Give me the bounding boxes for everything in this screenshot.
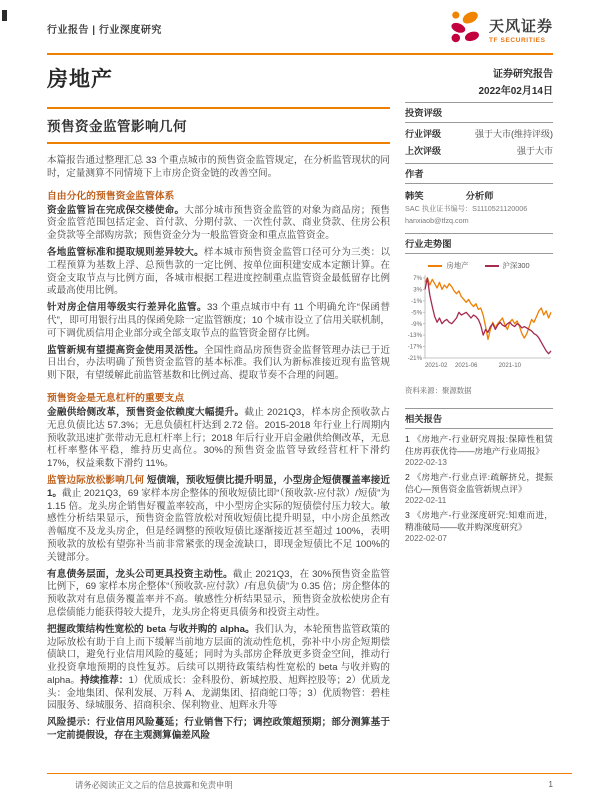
page-number: 1 bbox=[548, 779, 553, 789]
sidebar bbox=[405, 55, 553, 747]
trend-line-chart bbox=[405, 273, 553, 373]
svg-text:3%: 3% bbox=[413, 286, 422, 294]
paragraph-lead: 短债端，预收短债比提升明显，小型房企短债覆盖率接近 1。 bbox=[47, 474, 391, 499]
legend-label: 沪深300 bbox=[502, 261, 530, 270]
svg-text:-17%: -17% bbox=[407, 343, 422, 351]
top-header bbox=[0, 0, 600, 49]
rating-block bbox=[405, 123, 553, 163]
intro-paragraph: 本篇报告通过整理汇总 33 个重点城市的预售资金监管规定，在分析监管现状的同时，定量测算不同情境下上市房企资金链的改善空间。 bbox=[47, 155, 390, 179]
report-type-label: 证券研究报告 bbox=[493, 69, 553, 80]
report-item-date: 2022-02-11 bbox=[405, 496, 447, 505]
author-certificate: SAC 执业证书编号：S1110521120006 bbox=[405, 204, 528, 213]
rating-section-header: 投资评级 bbox=[405, 102, 553, 123]
page-title: 房地产 bbox=[47, 68, 113, 91]
industry-trend-chart bbox=[405, 254, 553, 396]
paragraph bbox=[47, 407, 390, 471]
realestate-line-swatch bbox=[428, 265, 442, 267]
rating-value: 强于大市(维持评级) bbox=[475, 129, 553, 139]
section-heading-1: 自由分化的预售资金监管体系 bbox=[47, 190, 175, 202]
rating-label: 上次评级 bbox=[405, 146, 442, 156]
author-block bbox=[405, 184, 553, 233]
chart-source: 资料来源：聚源数据 bbox=[405, 386, 472, 395]
report-date: 2022年02月14日 bbox=[478, 86, 553, 97]
paragraph bbox=[47, 624, 390, 714]
page-edge-artifact bbox=[2, 10, 7, 21]
page-footer bbox=[75, 779, 553, 791]
rating-value: 强于大市 bbox=[516, 146, 553, 156]
report-title[interactable]: 2 《房地产-行业点评:疏解挤兑，提振信心—预售资金监管新规点评》 bbox=[405, 472, 553, 494]
report-item-date: 2022-02-13 bbox=[405, 458, 447, 467]
paragraph bbox=[47, 247, 390, 298]
risk-text: 风险提示：行业信用风险蔓延；行业销售下行；调控政策超预期；部分测算基于一定前提假设，存在主观测算偏差风险 bbox=[47, 717, 390, 742]
paragraph-text: 样本城市预售资金监管口径可分为三类：以工程预算为基数上浮、总预售款的一定比例、按单位面积建安成本定额计算。在资金支取节点与比例方面，各城市根据工程进度控制重点监管资金最低留存比例或最高使用比例。 bbox=[47, 246, 391, 297]
paragraph bbox=[47, 302, 390, 340]
report-list-item[interactable] bbox=[405, 433, 553, 467]
svg-text:-9%: -9% bbox=[411, 320, 422, 328]
author-role: 分析师 bbox=[465, 191, 494, 201]
footer-divider bbox=[47, 773, 572, 775]
rating-row bbox=[405, 123, 553, 140]
chart-legend bbox=[405, 260, 553, 271]
report-category: 行业报告 | 行业深度研究 bbox=[47, 25, 162, 36]
brand-name: 天风证券 bbox=[488, 18, 553, 35]
brand-subtitle: TF SECURITIES bbox=[488, 37, 546, 44]
author-email[interactable]: hanxiaob@tfzq.com bbox=[405, 216, 469, 225]
paragraph-text: 截止 2021Q3，在 30%预售资金监管比例下，69 家样本房企整体“（预收款-应付款）/有息负债”为 0.35 倍；房企整体的预收款对有息债务覆盖率并不高。敏感性分析结果显示，预售资金放松使房企有息偿债能力能获得较大提升，龙头房企将更具债务和投资主动性。 bbox=[47, 568, 390, 618]
brand-text bbox=[489, 15, 553, 44]
paragraph-text: 我们认为，本轮预售监管政策的边际放松有助于自上而下缓解当前地方层面的流动性危机，弥补中小房企短期偿债缺口，避免行业信用风险的蔓延；同时为头部房企释放更多资金空间，推动行业投资拿地预期的良性复苏。后续可以期待政策结构性宽松的 beta 与收并购的 alpha。 bbox=[47, 623, 391, 686]
legend-entry bbox=[428, 260, 468, 271]
brand bbox=[449, 10, 553, 49]
paragraph-text: 截止 2021Q3，样本房企预收款占无息负债比达 57.3%；无息负债杠杆达到 2.72 倍。2015-2018 年行业上行周期内预收款迅速扩张带动无息杠杆率上行；2018 年后行业开启金融供给侧改革，无息杠杆率整体平稳，维持历史高位。30%的预售资金监管导致经营杠杆下滑约 17%，权益乘数下滑约 11%。 bbox=[47, 406, 391, 470]
rating-row bbox=[405, 140, 553, 157]
paragraph-lead: 各地监管标准和提取规则差异较大。 bbox=[47, 246, 204, 258]
svg-text:-13%: -13% bbox=[407, 332, 422, 340]
paragraph bbox=[47, 475, 390, 565]
svg-text:2021-02: 2021-02 bbox=[425, 362, 448, 369]
svg-text:-21%: -21% bbox=[407, 355, 422, 363]
svg-text:7%: 7% bbox=[413, 275, 422, 283]
author-name: 韩笑 bbox=[405, 191, 424, 201]
paragraph bbox=[47, 569, 390, 620]
legend-entry bbox=[485, 260, 530, 271]
tf-securities-logo-icon bbox=[449, 10, 483, 49]
paragraph-lead: 有息债务层面，龙头公司更具投资主动性。 bbox=[47, 568, 233, 580]
paragraph-lead: 资金监管旨在完成保交楼使命。 bbox=[47, 204, 185, 216]
related-reports-list bbox=[405, 433, 553, 543]
svg-text:-5%: -5% bbox=[411, 309, 422, 317]
svg-text:2021-10: 2021-10 bbox=[498, 362, 521, 369]
paragraph-text-2: 1）优质成长：金科股份、新城控股、旭辉控股等；2）优质龙头：金地集团、保利发展、万科 A、龙湖集团、招商蛇口等；3）优质物管：碧桂园服务、绿城服务、招商积余、保利物业、旭辉永升等 bbox=[47, 674, 390, 712]
author-line bbox=[405, 188, 553, 202]
paragraph-text: 截止 2021Q3，69 家样本房企整体的预收短债比即“（预收款-应付款）/短债”为 1.15 倍。龙头房企销售好覆盖率较高，中小型房企实际的短债偿付压力较大。敏感性分析结果显示，预售资金监管放松对预收短债比提升明显，中小房企虽然改善幅度不及龙头房企，但是经调整的预收短债比逐渐接近甚至超过 100%，表明预收款的放松有望弥补当前非常紧张的现金流缺口，即现金短债比不足 100%的关键部分。 bbox=[47, 487, 391, 563]
risk-warning bbox=[47, 717, 390, 743]
chart-section-header: 行业走势图 bbox=[405, 233, 553, 254]
paragraph bbox=[47, 205, 390, 243]
paragraph-text: 大部分城市预售资金监管的对象为商品房；预售资金监管范围包括定金、首付款、分期付款、一次性付款、商业贷款、住房公积金贷款等全部购房款；预售资金分为一般监管资金和重点监管资金。 bbox=[47, 204, 391, 242]
inline-section-heading: 监管边际放松影响几何 bbox=[47, 474, 148, 486]
subtitle-rule-bottom bbox=[47, 142, 390, 144]
paragraph-text: 33 个重点城市中有 11 个明确允许“保函替代”，即可用银行出具的保函免除一定监管额度；10 个城市设立了信用关联机制，可下调优质信用企业部分或全部支取节点的监管资金留存比例。 bbox=[47, 302, 390, 339]
footer-disclaimer: 请务必阅读正文之后的信息披露和免责申明 bbox=[75, 780, 233, 790]
report-body bbox=[47, 155, 390, 743]
author-section-header: 作者 bbox=[405, 163, 553, 184]
report-title[interactable]: 3 《房地产-行业深度研究:知难而进，精准破局——收并购深度研究》 bbox=[405, 510, 553, 532]
report-list-item[interactable] bbox=[405, 471, 553, 505]
report-subtitle: 预售资金监管影响几何 bbox=[47, 119, 187, 134]
svg-text:-1%: -1% bbox=[411, 298, 422, 305]
rating-label: 行业评级 bbox=[405, 129, 442, 139]
paragraph-text: 全国性商品房预售资金监督管理办法已于近日出台，办法明确了预售资金监管的基本标准。我们认为新标准接近现有监管规则下限，有望缓解此前监管基数和比例过高、提取节奏不合理的问题。 bbox=[47, 344, 391, 382]
csi300-line-swatch bbox=[485, 265, 499, 267]
report-item-date: 2022-02-07 bbox=[405, 534, 447, 543]
paragraph-lead-2: 持续推荐： bbox=[80, 674, 129, 686]
legend-label: 房地产 bbox=[446, 261, 469, 270]
related-reports-header: 相关报告 bbox=[405, 408, 553, 429]
paragraph-lead: 监管新规有望提高资金使用灵活性。 bbox=[47, 344, 204, 356]
report-title[interactable]: 1 《房地产-行业研究周报:保障性租赁住房再获优待——房地产行业周报》 bbox=[405, 434, 553, 456]
paragraph bbox=[47, 345, 390, 383]
svg-text:2021-06: 2021-06 bbox=[455, 362, 478, 369]
paragraph-lead: 把握政策结构性宽松的 beta 与收并购的 alpha。 bbox=[47, 623, 255, 635]
section-heading-2: 预售资金是无息杠杆的重要支点 bbox=[47, 392, 185, 404]
report-list-item[interactable] bbox=[405, 509, 553, 543]
paragraph-lead: 针对房企信用等级实行差异化监管。 bbox=[47, 302, 207, 314]
paragraph-lead: 金融供给侧改革，预售资金依赖度大幅提升。 bbox=[47, 406, 245, 418]
main-column bbox=[47, 55, 390, 747]
